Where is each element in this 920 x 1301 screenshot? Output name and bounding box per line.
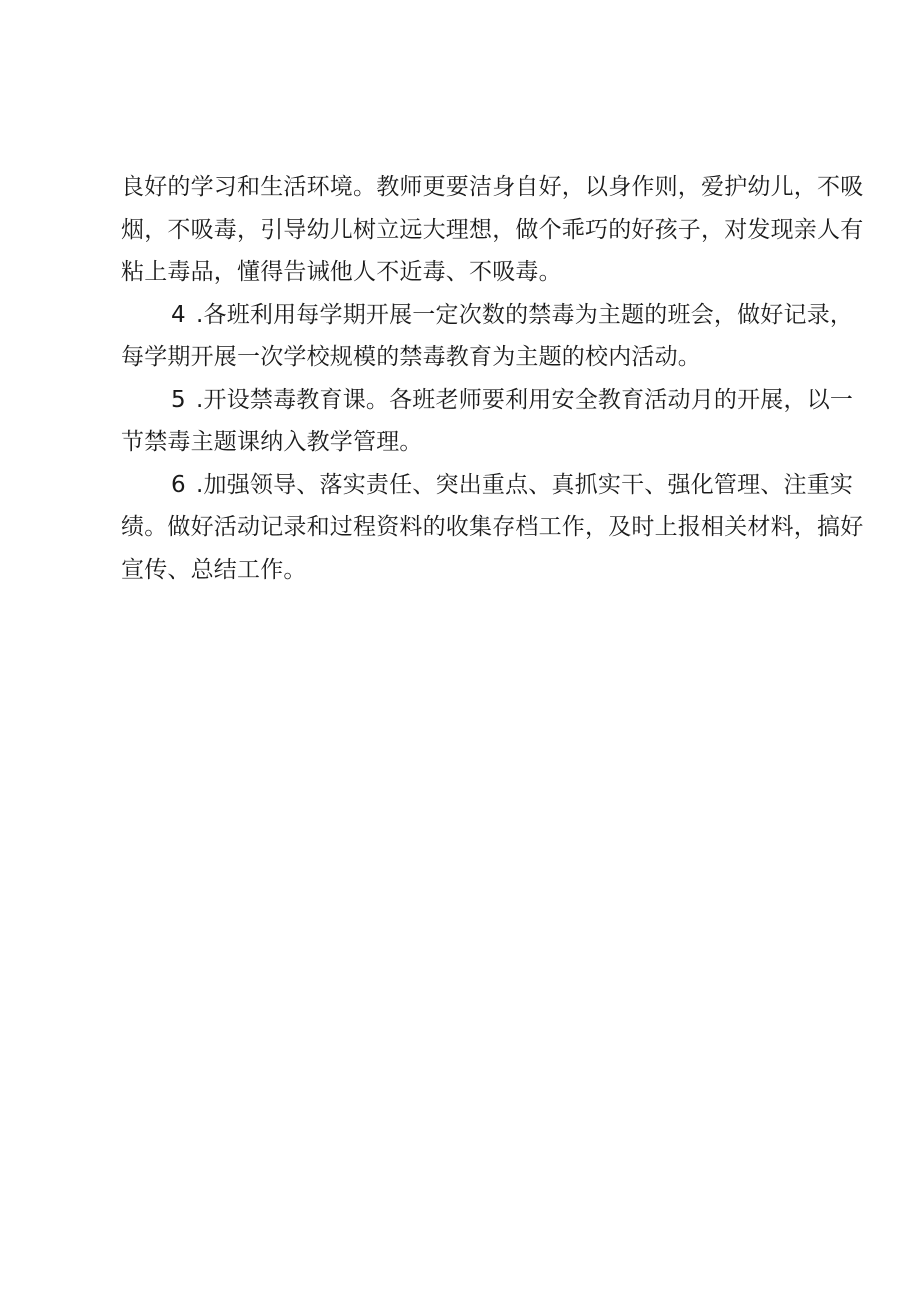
list-item-first-line (121, 294, 854, 337)
list-item-number: 5 (171, 386, 186, 413)
list-item-4 (121, 294, 854, 379)
list-item-5 (121, 379, 854, 464)
list-item-line: 绩。做好活动记录和过程资料的收集存档工作，及时上报相关材料，搞好 (121, 514, 864, 540)
list-item-text: .开设禁毒教育课。各班老师要利用安全教育活动月的开展，以一 (196, 386, 854, 413)
paragraph-line: 烟，不吸毒，引导幼儿树立远大理想，做个乖巧的好孩子，对发现亲人有 (121, 216, 864, 243)
document-body (121, 166, 864, 591)
list-item-number: 4 (171, 301, 186, 328)
list-item-line: 每学期开展一次学校规模的禁毒教育为主题的校内活动。 (121, 344, 701, 370)
list-item-number: 6 (171, 471, 186, 498)
list-item-line: 宣传、总结工作。 (121, 556, 307, 583)
paragraph-continued (121, 166, 864, 294)
list-item-text: .加强领导、落实责任、突出重点、真抓实干、强化管理、注重实 (196, 471, 854, 498)
list-item-first-line (121, 379, 854, 422)
paragraph-line: 粘上毒品，懂得告诫他人不近毒、不吸毒。 (121, 259, 562, 285)
paragraph-line: 良好的学习和生活环境。教师更要洁身自好，以身作则，爱护幼儿，不吸 (121, 174, 864, 200)
list-item-first-line (121, 464, 854, 507)
list-item-6 (121, 464, 864, 592)
list-item-text: .各班利用每学期开展一定次数的禁毒为主题的班会，做好记录， (196, 301, 854, 328)
list-item-line: 节禁毒主题课纳入教学管理。 (121, 429, 423, 455)
